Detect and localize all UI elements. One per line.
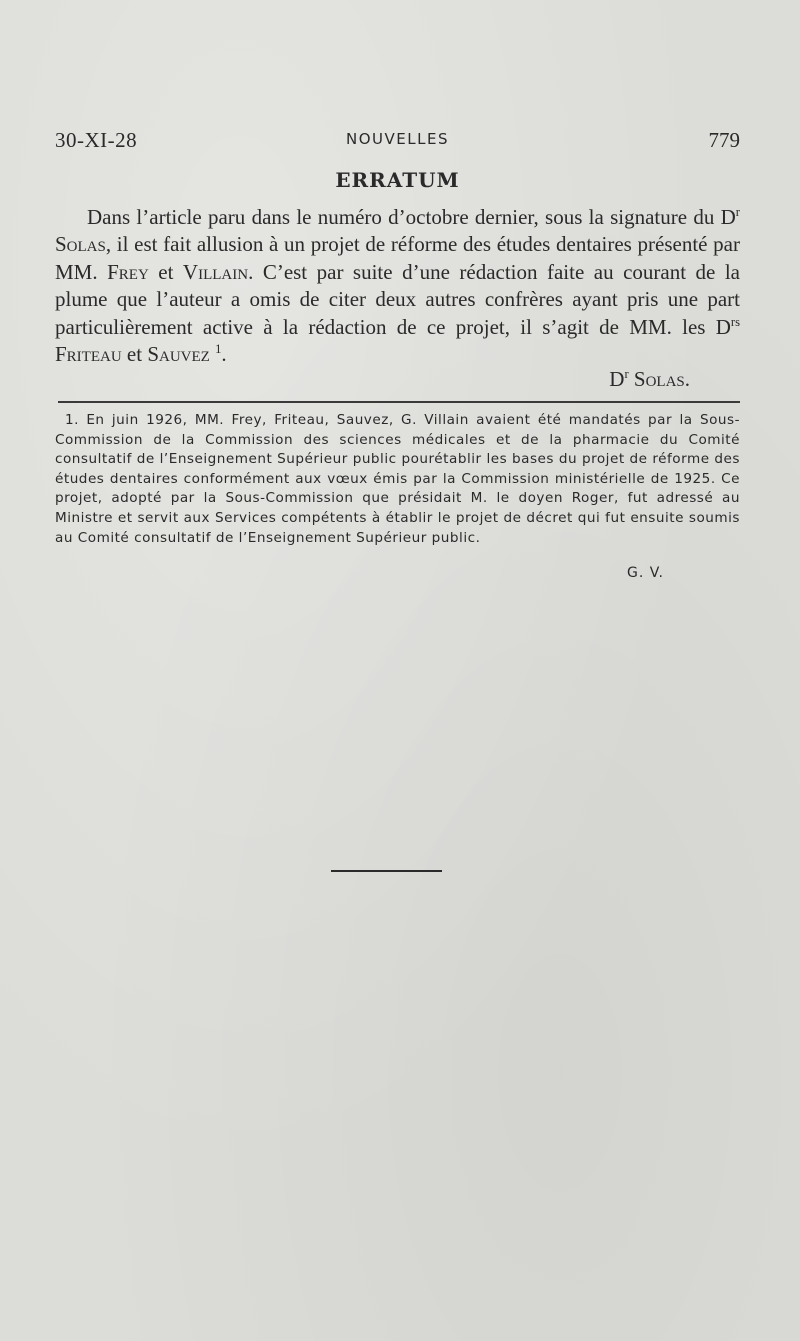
name-friteau: Friteau [55, 342, 122, 367]
body-text-4: . C’est par suite d’une rédaction faite au courant de la plume que l’auteur a omis de citer deux autres confrères ayant pris une part particulièrement active à la rédaction de ce projet, il s’agit de MM. les D [55, 259, 741, 339]
body-text-5: et [121, 342, 148, 367]
signature-prefix: D [609, 367, 625, 391]
body-text-1: Dans l’article paru dans le numéro d’octobre dernier, sous la signature du D [87, 205, 736, 229]
signature-superscript: r [624, 367, 629, 381]
name-villain: Villain [182, 259, 249, 284]
page-number: 779 [708, 128, 740, 152]
footnote-signature: G. V. [627, 565, 664, 581]
drs-superscript: rs [730, 314, 740, 329]
body-text-2: , il est fait allusion à un projet de réforme des études dentaires présenté par MM. [55, 232, 740, 284]
footnote-reference: 1 [215, 342, 222, 357]
name-sauvez: Sauvez [147, 342, 210, 367]
name-frey: Frey [107, 259, 149, 284]
signature [609, 366, 690, 393]
author-name-solas: Solas [55, 232, 106, 257]
body-text-3: et [148, 259, 183, 284]
erratum-paragraph [55, 204, 740, 368]
header-section: NOUVELLES [346, 130, 449, 148]
header-date: 30-XI-28 [55, 128, 138, 152]
running-header [55, 128, 740, 158]
footnote-text: 1. En juin 1926, MM. Frey, Friteau, Sauvez, G. Villain avaient été mandatés par la Sous-Commission de la Commission des sciences médicales et de la pharmacie du Comité consultatif de l’Enseignement Supérieur public pourétablir les bases du projet de réforme des études dentaires conformément aux vœux émis par la Commission ministérielle de 1925. Ce projet, adopté par la Sous-Commission que présidait M. le doyen Roger, fut adressé au Ministre et servit aux Services compétents à établir le projet de décret qui fut ensuite soumis au Comité consultatif de l’Enseignement Supérieur public. [55, 412, 740, 546]
dr-superscript: r [735, 205, 740, 219]
end-rule [331, 870, 442, 872]
erratum-title: ERRATUM [335, 168, 460, 192]
footnote-divider [58, 401, 740, 403]
signature-name: Solas. [633, 367, 690, 391]
body-text-6: . [221, 342, 227, 367]
